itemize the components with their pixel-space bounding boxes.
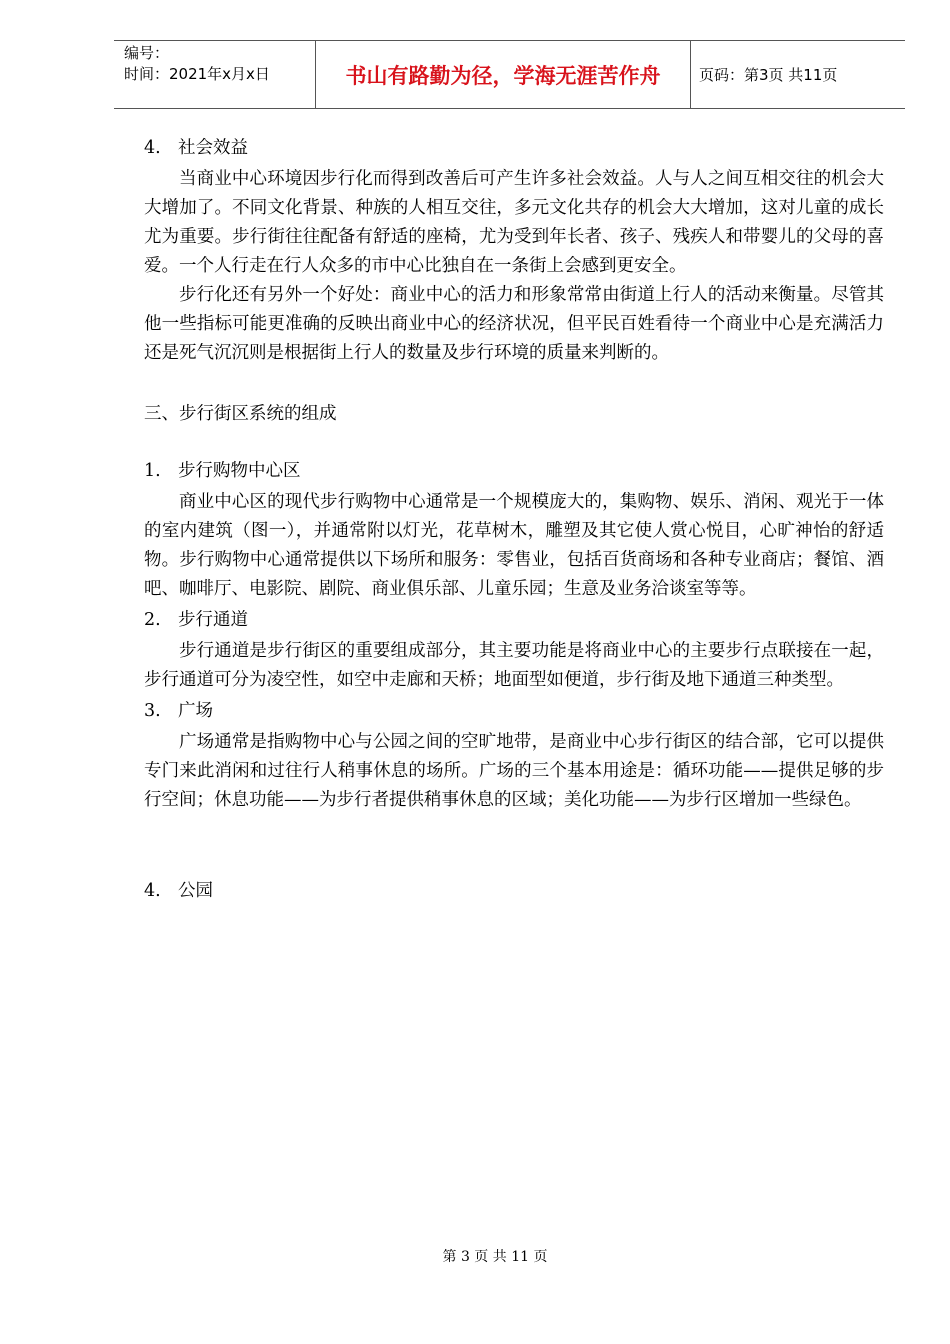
heading-park [144, 875, 884, 908]
header-meta [114, 41, 315, 108]
paragraph: 广场通常是指购物中心与公园之间的空旷地带，是商业中心步行街区的结合部，它可以提供专门来此消闲和过往行人稍事休息的场所。广场的三个基本用途是：循环功能——提供足够的步行空间；休息功能——为步行者提供稍事休息的区域；美化功能——为步行区增加一些绿色。 [144, 732, 884, 810]
item-title: 步行购物中心区 [178, 461, 301, 481]
item-number: 2. [144, 610, 161, 630]
heading-social-benefit [144, 132, 884, 165]
paragraph: 当商业中心环境因步行化而得到改善后可产生许多社会效益。人与人之间互相交往的机会大大增加了。不同文化背景、种族的人相互交往，多元文化共存的机会大大增加，这对儿童的成长尤为重要。步行街往往配备有舒适的座椅，尤为受到年长者、孩子、残疾人和带婴儿的父母的喜爱。一个人行走在行人众多的市中心比独自在一条街上会感到更安全。 [144, 169, 884, 276]
item-title: 社会效益 [178, 138, 248, 158]
heading-plaza [144, 695, 884, 728]
header-page-info: 页码：第3页 共11页 [699, 66, 838, 84]
item-title: 步行通道 [178, 610, 248, 630]
header-motto: 书山有路勤为径，学海无涯苦作舟 [315, 41, 691, 108]
item-number: 4. [144, 138, 161, 158]
paragraph: 步行化还有另外一个好处：商业中心的活力和形象常常由街道上行人的活动来衡量。尽管其他一些指标可能更准确的反映出商业中心的经济状况，但平民百姓看待一个商业中心是充满活力还是死气沉沉则是根据街上行人的数量及步行环境的质量来判断的。 [144, 285, 884, 363]
item-title: 公园 [178, 881, 213, 901]
section-heading: 三、步行街区系统的组成 [144, 404, 337, 424]
page-footer: 第 3 页 共 11 页 [442, 1249, 548, 1265]
heading-walkway [144, 604, 884, 637]
page-header [114, 40, 905, 109]
item-number: 3. [144, 701, 161, 721]
heading-shopping-center [144, 455, 884, 488]
item-title: 广场 [178, 701, 213, 721]
time-label: 时间：2021年x月x日 [124, 65, 270, 83]
paragraph: 步行通道是步行街区的重要组成部分，其主要功能是将商业中心的主要步行点联接在一起，步行通道可分为凌空性，如空中走廊和天桥；地面型如便道，步行街及地下通道三种类型。 [144, 641, 884, 690]
paragraph: 商业中心区的现代步行购物中心通常是一个规模庞大的，集购物、娱乐、消闲、观光于一体的室内建筑（图一），并通常附以灯光，花草树木，雕塑及其它使人赏心悦目，心旷神怡的舒适物。步行购物中心通常提供以下场所和服务：零售业，包括百货商场和各种专业商店；餐馆、酒吧、咖啡厅、电影院、剧院、商业俱乐部、儿童乐园；生意及业务洽谈室等等。 [144, 492, 884, 599]
item-number: 1. [144, 461, 161, 481]
document-body [144, 132, 884, 908]
number-label: 编号： [124, 44, 170, 62]
item-number: 4. [144, 881, 161, 901]
